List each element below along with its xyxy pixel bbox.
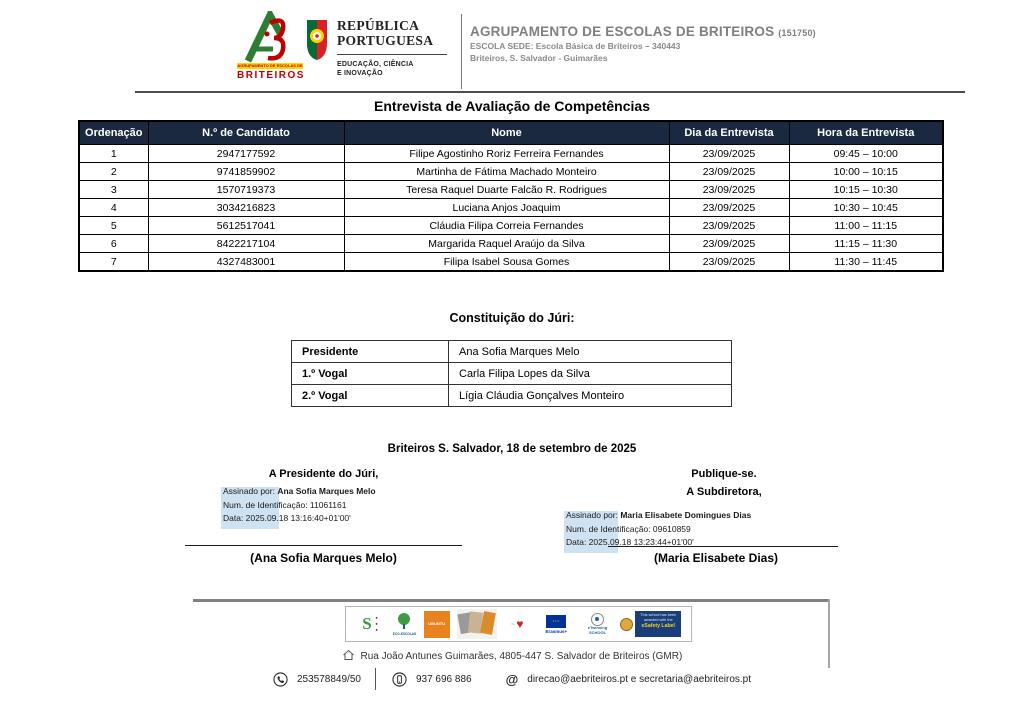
table-cell: 5612517041 xyxy=(148,217,344,235)
table-cell: 23/09/2025 xyxy=(669,163,789,181)
footer-phone: 253578849/50 xyxy=(296,673,361,685)
mobile-icon xyxy=(392,672,407,687)
table-cell: 6 xyxy=(79,235,148,253)
right-signature-role: A Subdiretora, xyxy=(686,486,762,498)
table-cell: Martinha de Fátima Machado Monteiro xyxy=(344,163,669,181)
table-cell: Luciana Anjos Joaquim xyxy=(344,199,669,217)
table-cell: 4327483001 xyxy=(148,253,344,272)
logo-erasmus-plus: ••• Erasmus+ xyxy=(537,609,575,639)
footer-mobile: 937 696 886 xyxy=(415,673,472,685)
jury-name-cell: Carla Filipa Lopes da Silva xyxy=(449,363,732,385)
jury-role-cell: Presidente xyxy=(292,341,449,363)
logo-stamps-collage xyxy=(457,609,497,639)
table-cell: 4 xyxy=(79,199,148,217)
logo-esafety-label xyxy=(620,609,682,639)
selo-dots: ●●● xyxy=(374,615,380,633)
jury-row xyxy=(292,341,732,363)
eu-flag-icon: ••• xyxy=(546,615,566,628)
republic-text-block xyxy=(337,19,447,79)
table-header-cell: N.º de Candidato xyxy=(148,121,344,145)
stamp-graphic xyxy=(480,611,496,635)
left-signed-by-line: Assinado por: Ana Sofia Marques Melo xyxy=(223,486,376,496)
table-cell: 8422217104 xyxy=(148,235,344,253)
footer-address: Rua João Antunes Guimarães, 4805-447 S. Salvador de Briteiros (GMR) xyxy=(0,649,1024,662)
republic-name: REPÚBLICA PORTUGUESA xyxy=(337,18,434,48)
crest-name-text: BRITEIROS xyxy=(237,70,305,81)
phone-icon xyxy=(273,672,288,687)
table-row xyxy=(79,163,943,181)
table-cell: Cláudia Filipa Correia Fernandes xyxy=(344,217,669,235)
medal-icon xyxy=(620,618,633,631)
table-row xyxy=(79,145,943,163)
right-id-line: Num. de Identificação: 09610859 xyxy=(566,523,691,534)
jury-name-cell: Ana Sofia Marques Melo xyxy=(449,341,732,363)
table-header-cell: Ordenação xyxy=(79,121,148,145)
logo-etwinning-school: eTwinning SCHOOL xyxy=(583,609,613,639)
org-name: AGRUPAMENTO DE ESCOLAS DE BRITEIROS (151750) xyxy=(470,24,816,39)
table-header-cell: Nome xyxy=(344,121,669,145)
table-row xyxy=(79,181,943,199)
org-location: Briteiros, S. Salvador - Guimarães xyxy=(470,53,608,63)
table-cell: 11:15 – 11:30 xyxy=(789,235,943,253)
place-date: Briteiros S. Salvador, 18 de setembro de 2025 xyxy=(387,443,637,455)
table-cell: 23/09/2025 xyxy=(669,199,789,217)
table-cell: Filipe Agostinho Roriz Ferreira Fernandes xyxy=(344,145,669,163)
jury-name-cell: Lígia Cláudia Gonçalves Monteiro xyxy=(449,385,732,407)
jury-role-cell: 1.º Vogal xyxy=(292,363,449,385)
logo-heart: ~ ♥ xyxy=(510,617,524,631)
table-cell: 23/09/2025 xyxy=(669,253,789,272)
table-cell: 1570719373 xyxy=(148,181,344,199)
eco-tree-icon xyxy=(396,612,412,632)
footer-contact-divider xyxy=(375,668,376,690)
table-cell: Margarida Raquel Araújo da Silva xyxy=(344,235,669,253)
portugal-emblem-icon xyxy=(306,19,328,61)
table-header-cell: Dia da Entrevista xyxy=(669,121,789,145)
org-school-sede: ESCOLA SEDE: Escola Básica de Briteiros – 340443 xyxy=(470,41,681,51)
home-icon xyxy=(342,649,355,661)
table-header-row xyxy=(79,121,943,145)
footer-mobile-group xyxy=(392,672,472,687)
table-cell: 11:30 – 11:45 xyxy=(789,253,943,272)
table-cell: 2947177592 xyxy=(148,145,344,163)
left-signature-block xyxy=(223,485,376,526)
jury-row xyxy=(292,363,732,385)
right-printed-name: (Maria Elisabete Dias) xyxy=(653,551,779,565)
left-date-line: Data: 2025.09.18 13:16:40+01'00' xyxy=(223,513,351,524)
table-cell: Teresa Raquel Duarte Falcão R. Rodrigues xyxy=(344,181,669,199)
republica-portuguesa-logo xyxy=(306,19,447,79)
footer-contacts xyxy=(0,668,1024,690)
org-code: (151750) xyxy=(778,28,816,38)
logo-ubuntu: UBUNTU xyxy=(424,611,450,638)
republic-department: EDUCAÇÃO, CIÊNCIA E INOVAÇÃO xyxy=(337,60,414,78)
table-cell: 1 xyxy=(79,145,148,163)
table-header-cell: Hora da Entrevista xyxy=(789,121,943,145)
table-row xyxy=(79,199,943,217)
left-printed-name: (Ana Sofia Marques Melo) xyxy=(250,551,397,565)
footer-emails: direcao@aebriteiros.pt e secretaria@aebriteiros.pt xyxy=(527,673,752,685)
table-row xyxy=(79,217,943,235)
right-signature-line xyxy=(608,531,838,547)
heart-swirl: ~ xyxy=(510,619,516,629)
table-cell: 23/09/2025 xyxy=(669,145,789,163)
table-cell: 3034216823 xyxy=(148,199,344,217)
esafety-badge: This school has been awarded with the eSafety Label xyxy=(635,611,681,637)
table-row xyxy=(79,253,943,272)
right-signed-by-line: Assinado por: Maria Elisabete Domingues Dias xyxy=(566,510,752,520)
publish-note: Publique-se. xyxy=(691,468,757,480)
candidates-table xyxy=(78,120,944,272)
footer-top-rule xyxy=(193,599,830,602)
table-cell: 10:30 – 10:45 xyxy=(789,199,943,217)
table-cell: 10:00 – 10:15 xyxy=(789,163,943,181)
left-signature-role: A Presidente do Júri, xyxy=(268,468,379,480)
crest-banner-text: AGRUPAMENTO DE ESCOLAS DE xyxy=(237,63,303,68)
footer-logos-strip xyxy=(345,606,692,642)
org-block xyxy=(470,24,816,63)
table-row xyxy=(79,235,943,253)
etwinning-icon xyxy=(591,613,604,626)
jury-table xyxy=(291,340,732,407)
left-id-line: Num. de Identificação: 11061161 xyxy=(223,499,347,510)
jury-row xyxy=(292,385,732,407)
jury-role-cell: 2.º Vogal xyxy=(292,385,449,407)
page-title: Entrevista de Avaliação de Competências xyxy=(374,98,650,114)
table-cell: 11:00 – 11:15 xyxy=(789,217,943,235)
footer-email-group xyxy=(506,672,751,687)
table-cell: 3 xyxy=(79,181,148,199)
table-cell: 23/09/2025 xyxy=(669,217,789,235)
table-cell: 10:15 – 10:30 xyxy=(789,181,943,199)
footer-phone-group xyxy=(273,672,361,687)
logo-selo-escola-saudavel: S ●●● xyxy=(362,614,380,633)
right-date-line: Data: 2025.09.18 13:23:44+01'00' xyxy=(566,537,694,548)
table-cell: 23/09/2025 xyxy=(669,181,789,199)
header-divider xyxy=(461,14,462,89)
jury-title: Constituição do Júri: xyxy=(449,311,575,325)
table-cell: 09:45 – 10:00 xyxy=(789,145,943,163)
table-cell: 7 xyxy=(79,253,148,272)
logo-eco-escolas: ECO-ESCOLAS xyxy=(392,609,416,639)
table-cell: 9741859902 xyxy=(148,163,344,181)
table-cell: 23/09/2025 xyxy=(669,235,789,253)
school-crest-logo xyxy=(237,11,303,81)
republic-rule xyxy=(337,54,447,55)
table-cell: 2 xyxy=(79,163,148,181)
school-crest-icon xyxy=(240,11,300,63)
table-cell: 5 xyxy=(79,217,148,235)
table-cell: Filipa Isabel Sousa Gomes xyxy=(344,253,669,272)
left-signature-line xyxy=(185,530,462,546)
header-rule xyxy=(135,91,965,93)
at-icon: @ xyxy=(505,671,519,687)
